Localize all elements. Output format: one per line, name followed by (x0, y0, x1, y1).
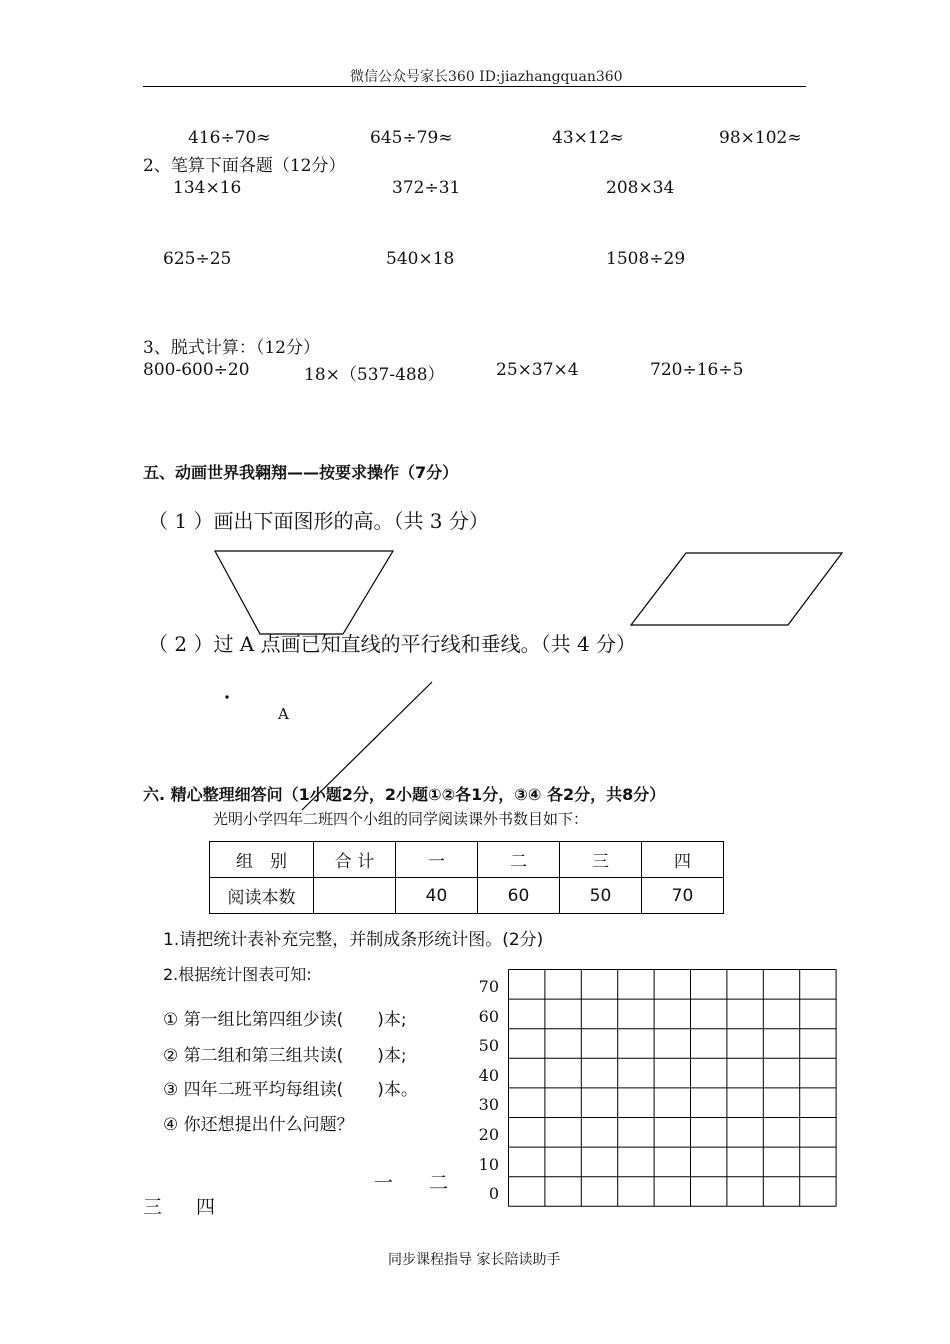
table-total-cell[interactable] (314, 878, 396, 914)
section6-title: 六. 精心整理细答问（1小题2分，2小题①②各1分，③④ 各2分，共8分） (143, 785, 666, 804)
table-cell: 60 (478, 878, 560, 914)
x-label: 一 (374, 1172, 394, 1194)
estimate-1: 416÷70≈ (188, 128, 271, 148)
y-tick-label: 10 (478, 1154, 499, 1174)
table-header-cell: 三 (560, 842, 642, 878)
y-tick-label: 60 (478, 1006, 499, 1026)
table-header-cell: 一 (396, 842, 478, 878)
table-header-cell: 组 别 (210, 842, 314, 878)
q3-item: 720÷16÷5 (650, 360, 744, 380)
table-row (210, 842, 724, 878)
section6-q1: 1.请把统计表补充完整，并制成条形统计图。(2分) (163, 930, 544, 950)
table-row-label: 阅读本数 (210, 878, 314, 914)
estimate-4: 98×102≈ (719, 128, 802, 148)
q2-item: 1508÷29 (606, 249, 686, 269)
q2-item: 208×34 (606, 178, 675, 198)
section6-intro: 光明小学四年二班四个小组的同学阅读课外书数目如下： (213, 810, 589, 828)
y-tick-label: 70 (478, 977, 499, 996)
parallelogram-shape (631, 553, 842, 625)
sub-question-1: ① 第一组比第四组少读( )本; (163, 1010, 407, 1030)
y-tick-label: 0 (488, 1184, 499, 1204)
y-tick-label: 30 (478, 1095, 499, 1115)
sub-question-3: ③ 四年二班平均每组读( )本。 (163, 1080, 418, 1100)
section5-part1: （ 1 ）画出下面图形的高。（共 3 分） (148, 509, 489, 533)
estimate-2: 645÷79≈ (370, 128, 453, 148)
section5-title: 五、动画世界我翱翔——按要求操作（7分） (143, 463, 459, 482)
q3-item: 18×（537-488） (304, 365, 445, 385)
table-row (210, 878, 724, 914)
estimate-3: 43×12≈ (552, 128, 624, 148)
x-label: 四 (196, 1196, 216, 1218)
reading-table (209, 841, 724, 914)
bar-chart-grid[interactable] (508, 969, 838, 1211)
section5-part2: （ 2 ）过 A 点画已知直线的平行线和垂线。（共 4 分） (148, 632, 637, 656)
table-header-cell: 二 (478, 842, 560, 878)
q2-item: 540×18 (386, 249, 455, 269)
y-tick-label: 40 (478, 1065, 499, 1085)
q3-title: 3、脱式计算：（12分） (143, 338, 320, 358)
q3-item: 800-600÷20 (143, 360, 250, 380)
table-cell: 70 (642, 878, 724, 914)
table-header-cell: 四 (642, 842, 724, 878)
x-label: 三 (143, 1196, 163, 1218)
page-header: 微信公众号家长360 ID:jiazhangquan360 (350, 69, 623, 85)
x-label: 二 (429, 1172, 449, 1194)
page-footer: 同步课程指导 家长陪读助手 (388, 1252, 561, 1268)
y-tick-label: 20 (478, 1125, 499, 1144)
table-header-cell: 合 计 (314, 842, 396, 878)
q2-title: 2、笔算下面各题（12分） (143, 156, 346, 176)
table-cell: 50 (560, 878, 642, 914)
trapezoid-shape (215, 551, 393, 634)
point-a-dot (225, 695, 228, 698)
section6-q2: 2.根据统计图表可知: (163, 965, 312, 984)
q2-item: 134×16 (173, 178, 242, 198)
q2-item: 372÷31 (392, 178, 461, 198)
sub-question-2: ② 第二组和第三组共读( )本; (163, 1046, 407, 1066)
q3-item: 25×37×4 (496, 360, 579, 380)
q2-item: 625÷25 (163, 249, 232, 269)
y-tick-label: 50 (478, 1036, 499, 1056)
point-a-label: A (278, 705, 289, 723)
sub-question-4: ④ 你还想提出什么问题？ (163, 1115, 354, 1135)
table-cell: 40 (396, 878, 478, 914)
